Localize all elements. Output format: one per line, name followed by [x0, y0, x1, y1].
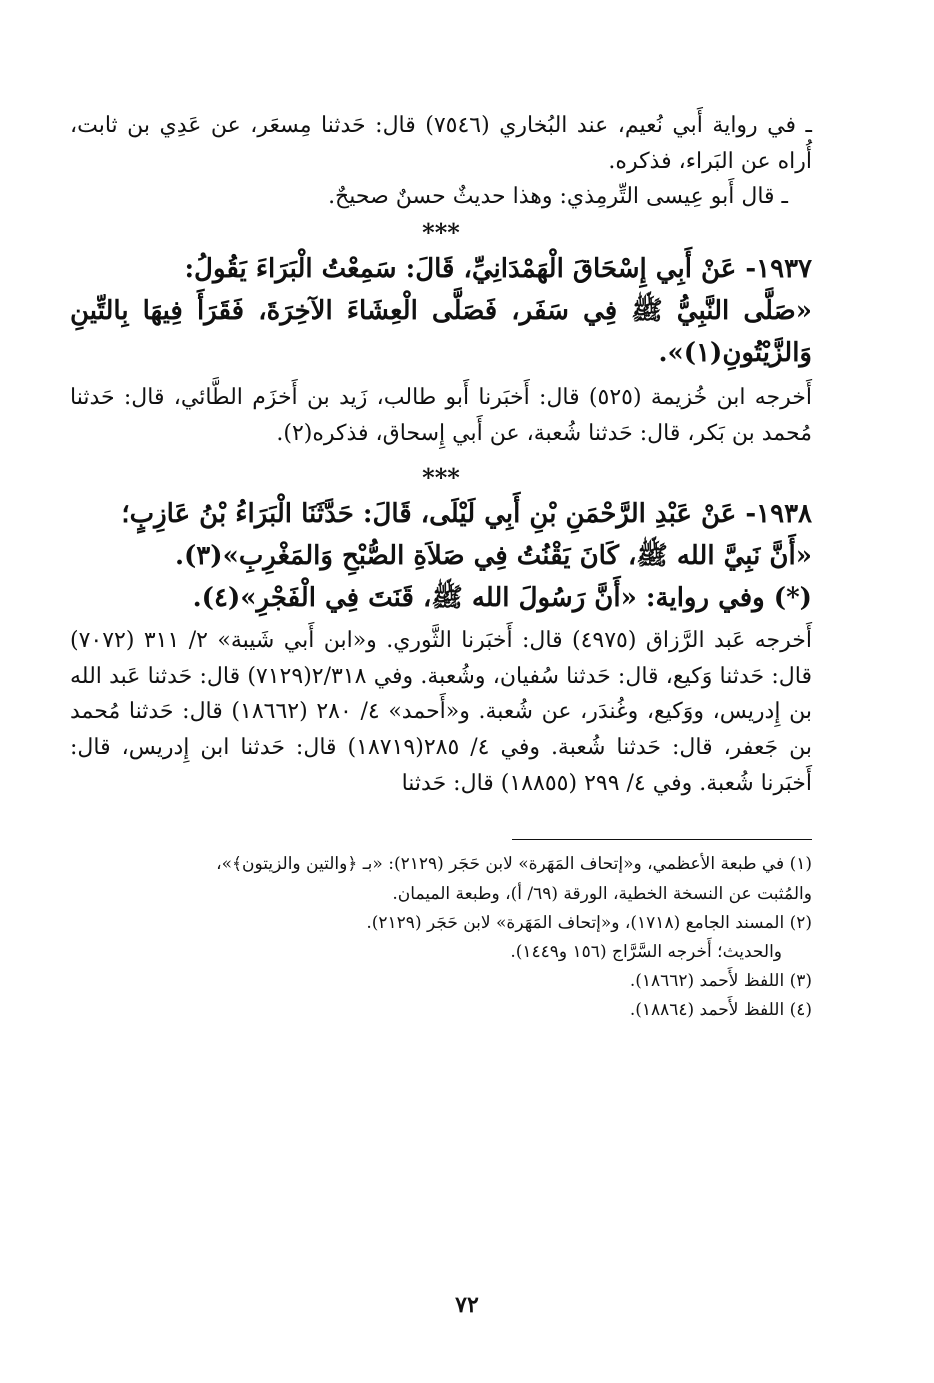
hadith-1938-variant: (*) وفي رواية: «أَنَّ رَسُولَ الله ﷺ، قَنَتَ فِي الْفَجْرِ»(٤). — [192, 583, 812, 614]
footnote-2: (٢) المسند الجامع (١٧١٨)، و«إتحاف المَهَرة» لابن حَجَر (٢١٢٩). — [366, 912, 812, 933]
page-content — [70, 108, 812, 1026]
footnote-1: (١) في طبعة الأعظمي، و«إتحاف المَهَرة» لابن حَجَر (٢١٢٩): «بـ ﴿والتين والزيتون﴾»، — [216, 854, 812, 875]
section-separator: *** — [422, 462, 460, 492]
hadith-1938-text: «أَنَّ نَبِيَّ الله ﷺ، كَانَ يَقْنُتُ فِي صَلاَةِ الصُّبْحِ وَالمَغْرِبِ»(٣). — [174, 540, 812, 571]
footnote-2-continuation: والحديث؛ أَخرجه السَّرَّاج (١٥٦ و١٤٤٩). — [510, 941, 782, 962]
section-separator: *** — [422, 217, 460, 247]
footnote-3: (٣) اللفظ لأَحمد (١٨٦٦٢). — [629, 971, 812, 992]
footnote-1-continuation: والمُثبت عن النسخة الخطية، الورقة (٦٩/ أ)، وطبعة الميمان. — [392, 883, 812, 904]
narration-note: ـ في رواية أَبي نُعيم، عند البُخاري (٧٥٤٦) قال: حَدثنا مِسعَر، عن عَدِي بن ثابت، أُراه عن البَراء، فذكره. — [70, 113, 812, 174]
takhrij-1937: أَخرجه ابن خُزيمة (٥٢٥) قال: أَخبَرنا أَبو طالب، زَيد بن أَخزَم الطَّائي، قال: حَدثنا مُحمد بن بَكر، قال: حَدثنا شُعبة، عن أَبي إِسحاق، فذكره(٢). — [70, 385, 812, 447]
tirmidhi-note: ـ قال أَبو عِيسى التِّرمِذي: وهذا حديثٌ حسنٌ صحيحٌ. — [328, 184, 788, 210]
footnote-divider — [512, 839, 812, 840]
footnote-4: (٤) اللفظ لأَحمد (١٨٨٦٤). — [629, 1000, 812, 1021]
page-number: ٧٢ — [455, 1292, 479, 1318]
hadith-1938-intro: ١٩٣٨- عَنْ عَبْدِ الرَّحْمَنِ بْنِ أَبِي لَيْلَى، قَالَ: حَدَّثَنَا الْبَرَاءُ بْنُ عَازِبٍ؛ — [121, 498, 812, 529]
takhrij-1938: أَخرجه عَبد الرَّزاق (٤٩٧٥) قال: أَخبَرنا الثَّوري. و«ابن أَبي شَيبة» ٢/ ٣١١ (٧٠٧٢) قال: حَدثنا وَكيع، قال: حَدثنا سُفيان، وشُعبة. وفي ٢/٣١٨(٧١٢٩) قال: حَدثنا عَبد الله بن إِدريس، ووَكيع، وغُندَر، عن شُعبة. و«أَحمد» ٤/ ٢٨٠ (١٨٦٦٢) قال: حَدثنا مُحمد بن جَعفر، قال: حَدثنا شُعبة. وفي ٤/ ٢٨٥(١٨٧١٩) قال: حَدثنا ابن إِدريس، قال: أَخبَرنا شُعبة. وفي ٤/ ٢٩٩ (١٨٨٥٥) قال: حَدثنا — [70, 628, 813, 796]
hadith-1937-text: «صَلَّى النَّبِيُّ ﷺ فِي سَفَر، فَصَلَّى الْعِشَاءَ الآخِرَةَ، فَقَرَأَ فِيهَا بِالتِّينِ وَالزَّيْتُونِ(١)». — [70, 296, 812, 369]
hadith-1937-intro: ١٩٣٧- عَنْ أَبِي إِسْحَاقَ الْهَمْدَانِيِّ، قَالَ: سَمِعْتُ الْبَرَاءَ يَقُولُ: — [184, 254, 812, 285]
